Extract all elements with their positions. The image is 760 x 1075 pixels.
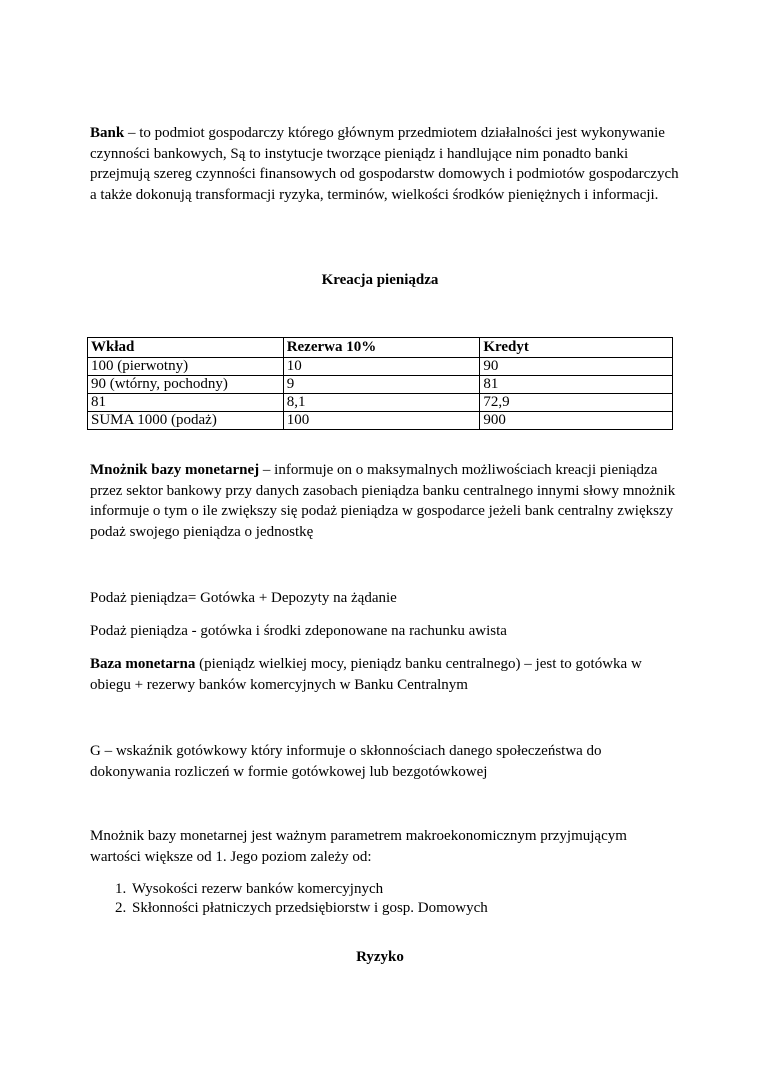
table-header-row [88, 338, 673, 358]
table-cell: 900 [480, 412, 673, 430]
table-cell: 81 [480, 376, 673, 394]
table-header-cell: Kredyt [480, 338, 673, 358]
table-row [88, 376, 673, 394]
table-row [88, 412, 673, 430]
table-cell: 100 [283, 412, 480, 430]
money-supply-formula: Podaż pieniądza= Gotówka + Depozyty na żądanie [90, 590, 397, 606]
list-item: 1. Wysokości rezerw banków komercyjnych [130, 880, 690, 899]
bank-definition-paragraph [90, 123, 680, 205]
table-cell: 72,9 [480, 394, 673, 412]
table-header-cell: Wkład [88, 338, 284, 358]
section-title-ryzyko: Ryzyko [356, 949, 404, 965]
multiplier-definition-text: – informuje on o maksymalnych możliwościach kreacji pieniądza przez sektor bankowy przy danych zasobach pieniądza banku centralnego innymi słowy mnożnik informuje o tym o ile zwiększy się podaż pieniądza w gospodarce jeżeli bank centralny zwiększy podaż swojego pieniądza o jednostkę [90, 462, 676, 540]
monetary-base-term: Baza monetarna [90, 656, 196, 672]
list-item: 2. Skłonności płatniczych przedsiębiorstw i gosp. Domowych [130, 899, 690, 918]
multiplier-factors-list [90, 880, 690, 918]
table-row [88, 394, 673, 412]
table-row [88, 358, 673, 376]
money-creation-table [87, 337, 673, 430]
table-cell: 90 [480, 358, 673, 376]
monetary-base-text: (pieniądz wielkiej mocy, pieniądz banku centralnego) – jest to gotówka w obiegu + rezerwy banków komercyjnych w Banku Centralnym [90, 656, 642, 693]
table-cell: 8,1 [283, 394, 480, 412]
section-title-kreacja: Kreacja pieniądza [321, 272, 439, 288]
table-cell: 10 [283, 358, 480, 376]
table-cell: 9 [283, 376, 480, 394]
multiplier-term: Mnożnik bazy monetarnej [90, 462, 260, 478]
table-cell: 90 (wtórny, pochodny) [88, 376, 284, 394]
table-header-cell: Rezerwa 10% [283, 338, 480, 358]
table-cell: SUMA 1000 (podaż) [88, 412, 284, 430]
table-cell: 100 (pierwotny) [88, 358, 284, 376]
bank-term: Bank [90, 125, 125, 141]
bank-definition-text: – to podmiot gospodarczy którego głównym przedmiotem działalności jest wykonywanie czynności bankowych, Są to instytucje tworzące pieniądz i handlujące nim ponadto banki przejmują szereg czynności finansowych od gospodarstw domowych i podmiotów gospodarczych a także dokonują transformacji ryzyka, terminów, wielkości środków pieniężnych i informacji. [90, 125, 679, 203]
monetary-base-paragraph [90, 654, 680, 695]
money-supply-definition: Podaż pieniądza - gotówka i środki zdeponowane na rachunku awista [90, 623, 507, 639]
multiplier-definition-paragraph [90, 460, 680, 542]
cash-indicator-paragraph: G – wskaźnik gotówkowy który informuje o skłonnościach danego społeczeństwa do dokonywania rozliczeń w formie gotówkowej lub bezgotówkowej [90, 743, 602, 780]
table-cell: 81 [88, 394, 284, 412]
multiplier-parameter-paragraph: Mnożnik bazy monetarnej jest ważnym parametrem makroekonomicznym przyjmującym wartości większe od 1. Jego poziom zależy od: [90, 828, 627, 865]
